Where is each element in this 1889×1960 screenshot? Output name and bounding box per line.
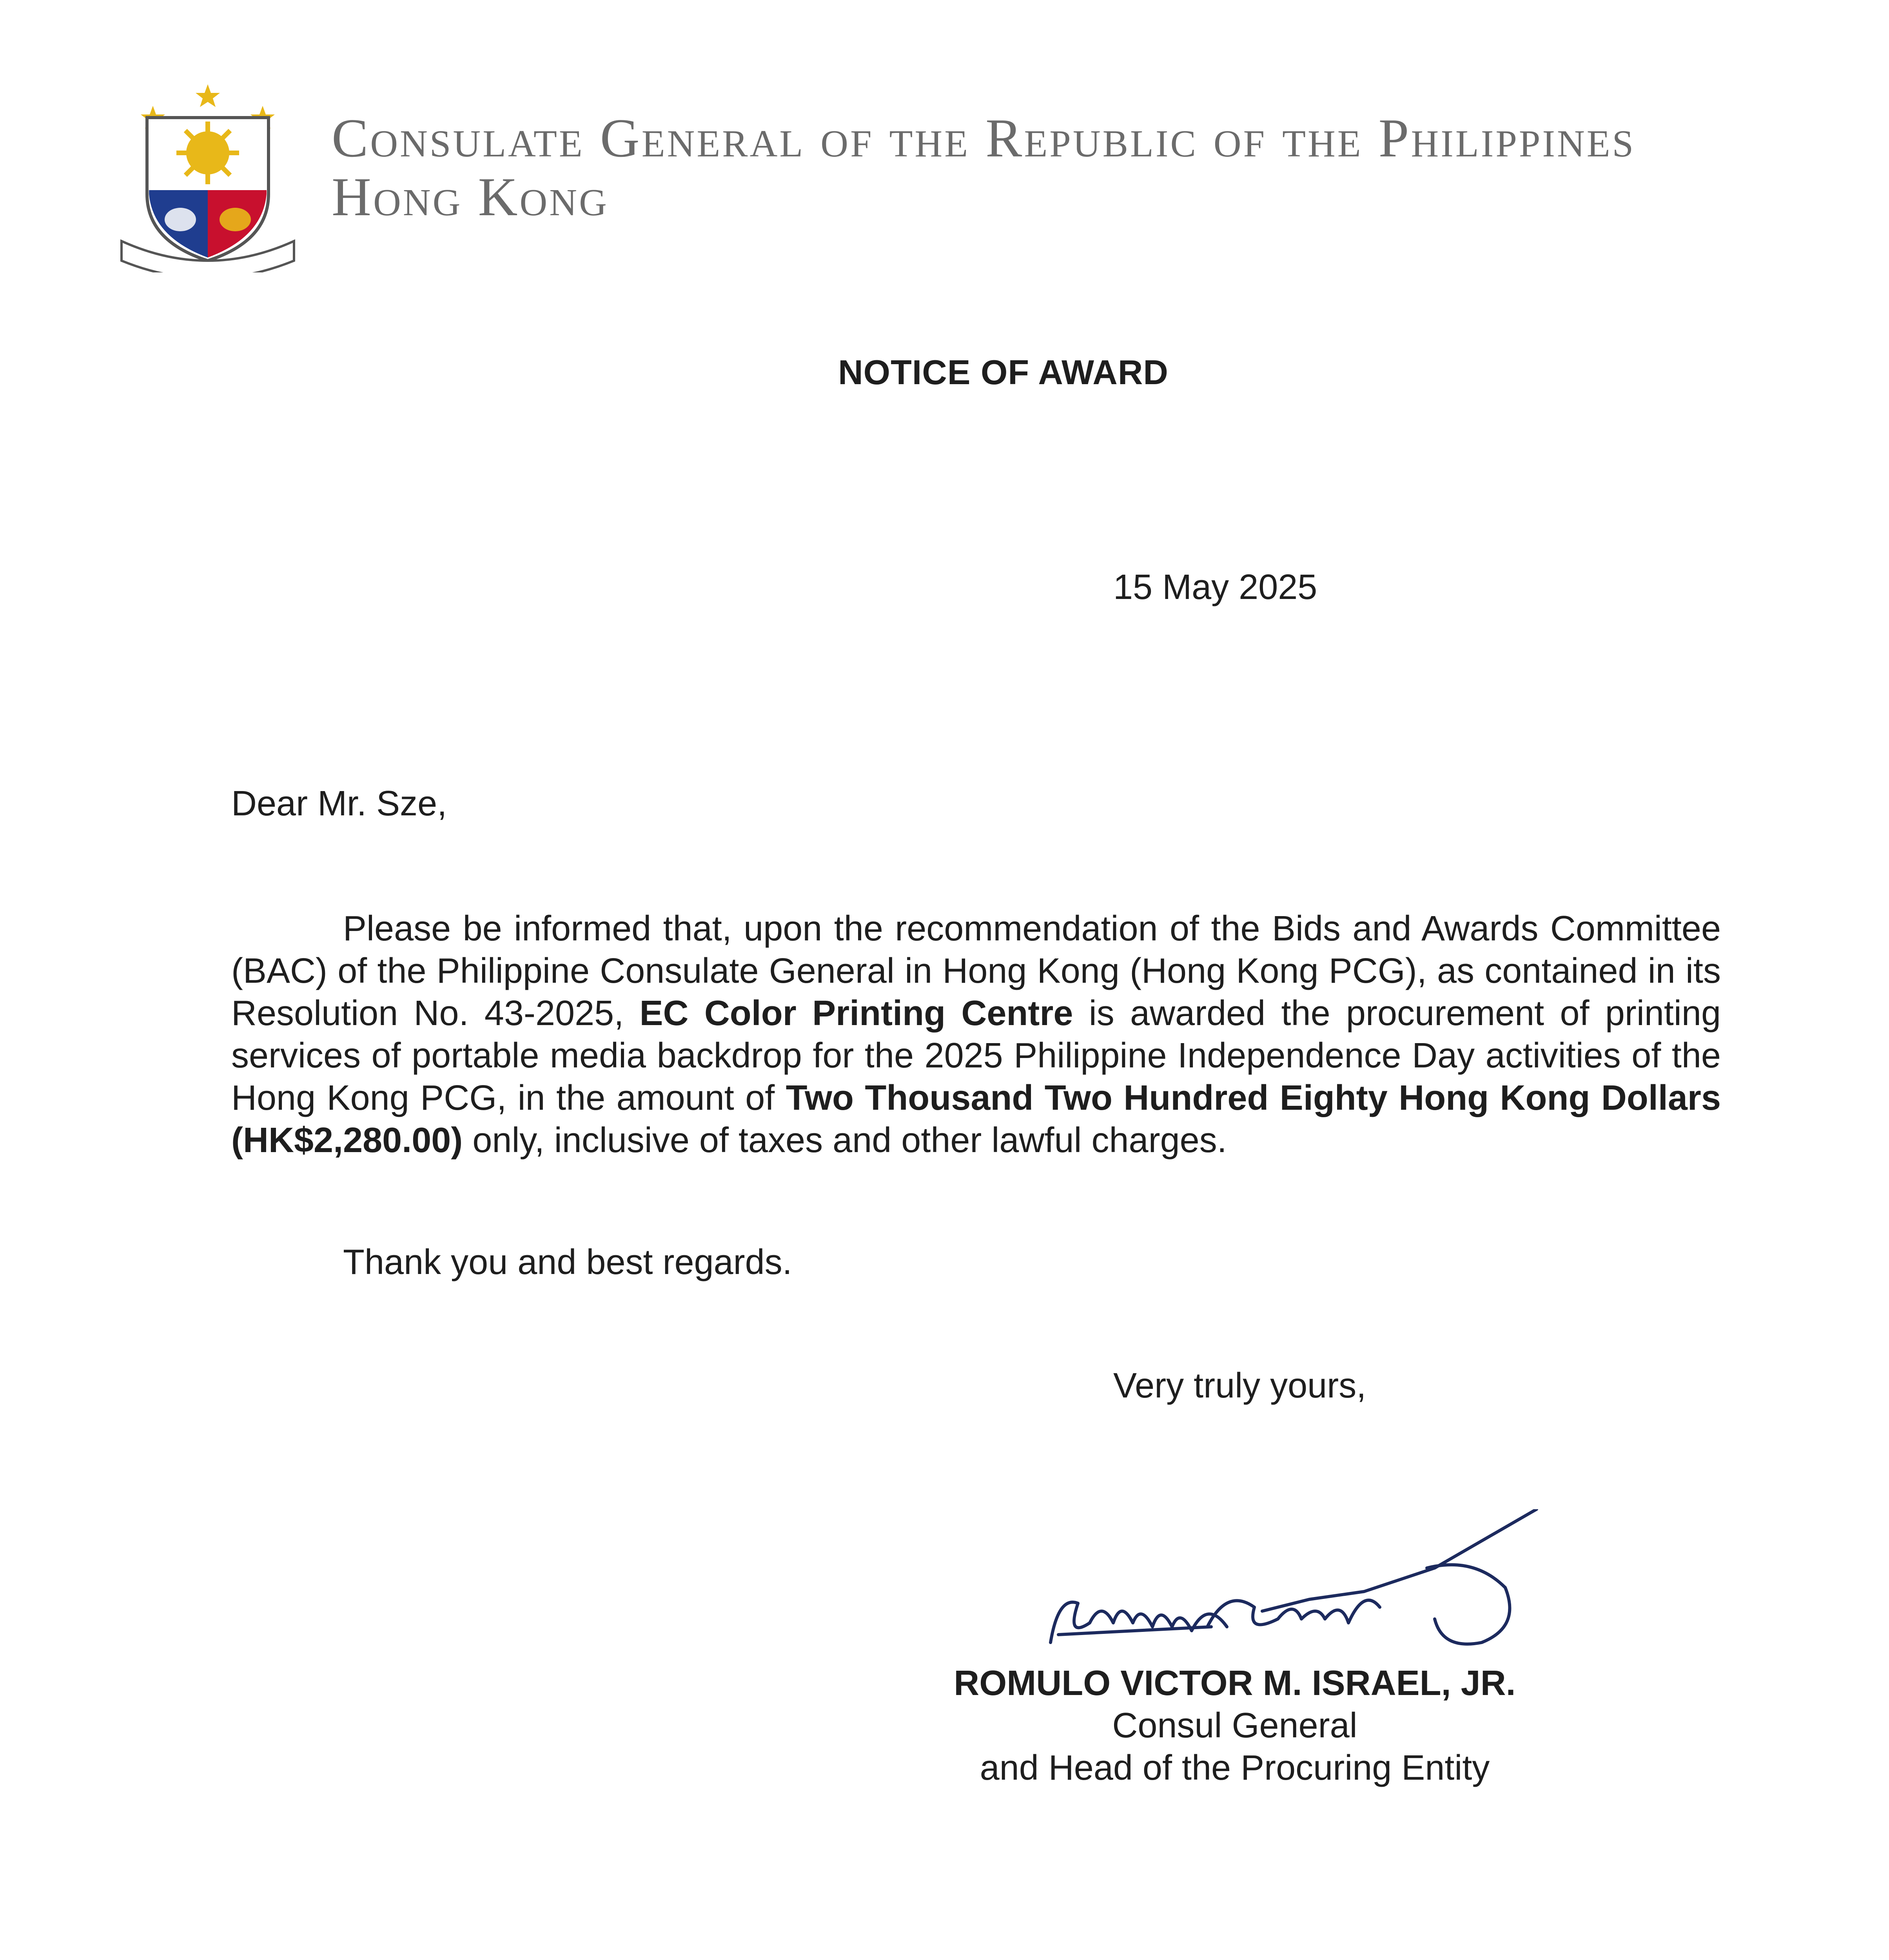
signatory-name: ROMULO VICTOR M. ISRAEL, JR. [954, 1664, 1516, 1703]
body-part1: Please be informed that, upon the recommendation of the Bids and Awards Committee (BAC) of the Philippine Consulate General in Hong Kong (Hong Kong PCG), as contained in its Resolution No. 43-2025, [231, 909, 1721, 1033]
valediction: Very truly yours, [1113, 1366, 1366, 1405]
closing-thanks: Thank you and best regards. [343, 1243, 792, 1282]
body-paragraph [231, 907, 1721, 1161]
letterhead-title-line2: Hong Kong [332, 167, 609, 227]
award-amount: Two Thousand Two Hundred Eighty Hong Kong Dollars (HK$2,280.00) [231, 1078, 1721, 1160]
awardee-name: EC Color Printing Centre [639, 994, 1073, 1033]
letterhead-title-line1: Consulate General of the Republic of the Philippines [332, 108, 1636, 169]
body-part3: only, inclusive of taxes and other lawful charges. [463, 1121, 1227, 1160]
notice-title-text: NOTICE OF AWARD [838, 353, 1169, 392]
letter-date: 15 May 2025 [1113, 568, 1317, 607]
salutation: Dear Mr. Sze, [231, 784, 447, 823]
philippine-seal-icon [110, 76, 306, 272]
handwritten-signature [1043, 1509, 1544, 1674]
signatory-block [902, 1662, 1568, 1789]
signatory-title1: Consul General [1112, 1706, 1357, 1745]
letterhead-title [332, 109, 1635, 227]
notice-title [0, 353, 1889, 392]
body-part2: is awarded the procurement of printing services of portable media backdrop for the 2025 Philippine Independence Day activities of the Hong Kong PCG, in the amount of [231, 994, 1721, 1118]
signatory-title2: and Head of the Procuring Entity [980, 1748, 1490, 1788]
